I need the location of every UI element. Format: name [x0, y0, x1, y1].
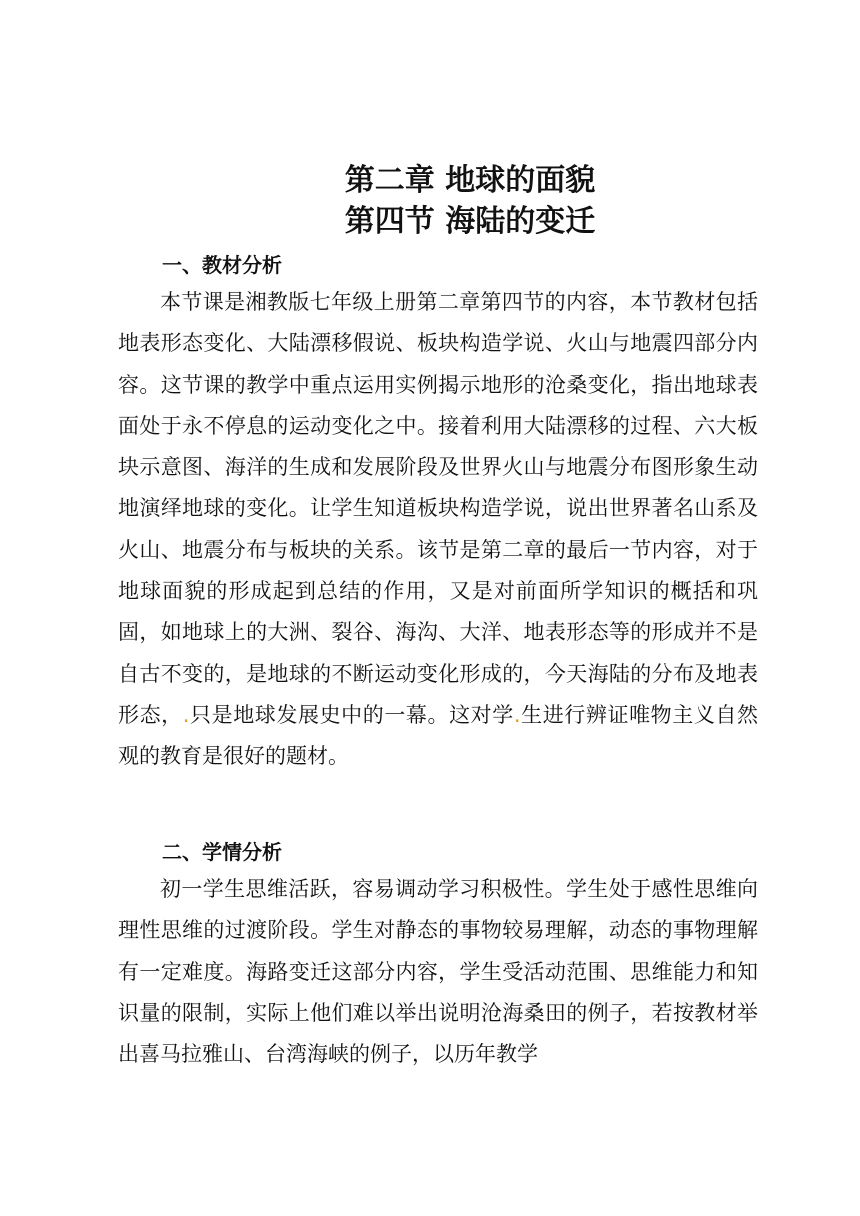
heading-student-analysis: 二、学情分析 [162, 840, 282, 864]
paragraph-text-part-3: 生进行辨证唯物主义自然观的教育是很好的题材。 [118, 702, 759, 769]
paragraph-textbook-analysis [118, 282, 758, 778]
chapter-title: 第二章 地球的面貌 [344, 163, 596, 198]
paragraph-text-part-2: 只是地球发展史中的一幕。这对学 [189, 702, 514, 727]
section-title: 第四节 海陆的变迁 [344, 204, 596, 239]
mark-dot: . [182, 702, 190, 727]
paragraph-text-part-1: 本节课是湘教版七年级上册第二章第四节的内容，本节教材包括地表形态变化、大陆漂移假说、板块构造学说、火山与地震四部分内容。这节课的教学中重点运用实例揭示地形的沧桑变化，指出地球表面处于永不停息的运动变化之中。接着利用大陆漂移的过程、六大板块示意图、海洋的生成和发展阶段及世界火山与地震分布图形象生动地演绎地球的变化。让学生知道板块构造学说，说出世界著名山系及火山、地震分布与板块的关系。该节是第二章的最后一节内容，对于地球面貌的形成起到总结的作用，又是对前面所学知识的概括和巩固，如地球上的大洲、裂谷、海沟、大洋、地表形态等的形成并不是自古不变的，是地球的不断运动变化形成的，今天海陆的分布及地表形态， [118, 290, 758, 727]
mark-dot: . [513, 702, 521, 727]
heading-textbook-analysis: 一、教材分析 [162, 253, 282, 277]
paragraph-student-analysis: 初一学生思维活跃，容易调动学习积极性。学生处于感性思维向理性思维的过渡阶段。学生对静态的事物较易理解，动态的事物理解有一定难度。海路变迁这部分内容，学生受活动范围、思维能力和知识量的限制，实际上他们难以举出说明沧海桑田的例子，若按教材举出喜马拉雅山、台湾海峡的例子，以历年教学 [118, 877, 758, 1067]
